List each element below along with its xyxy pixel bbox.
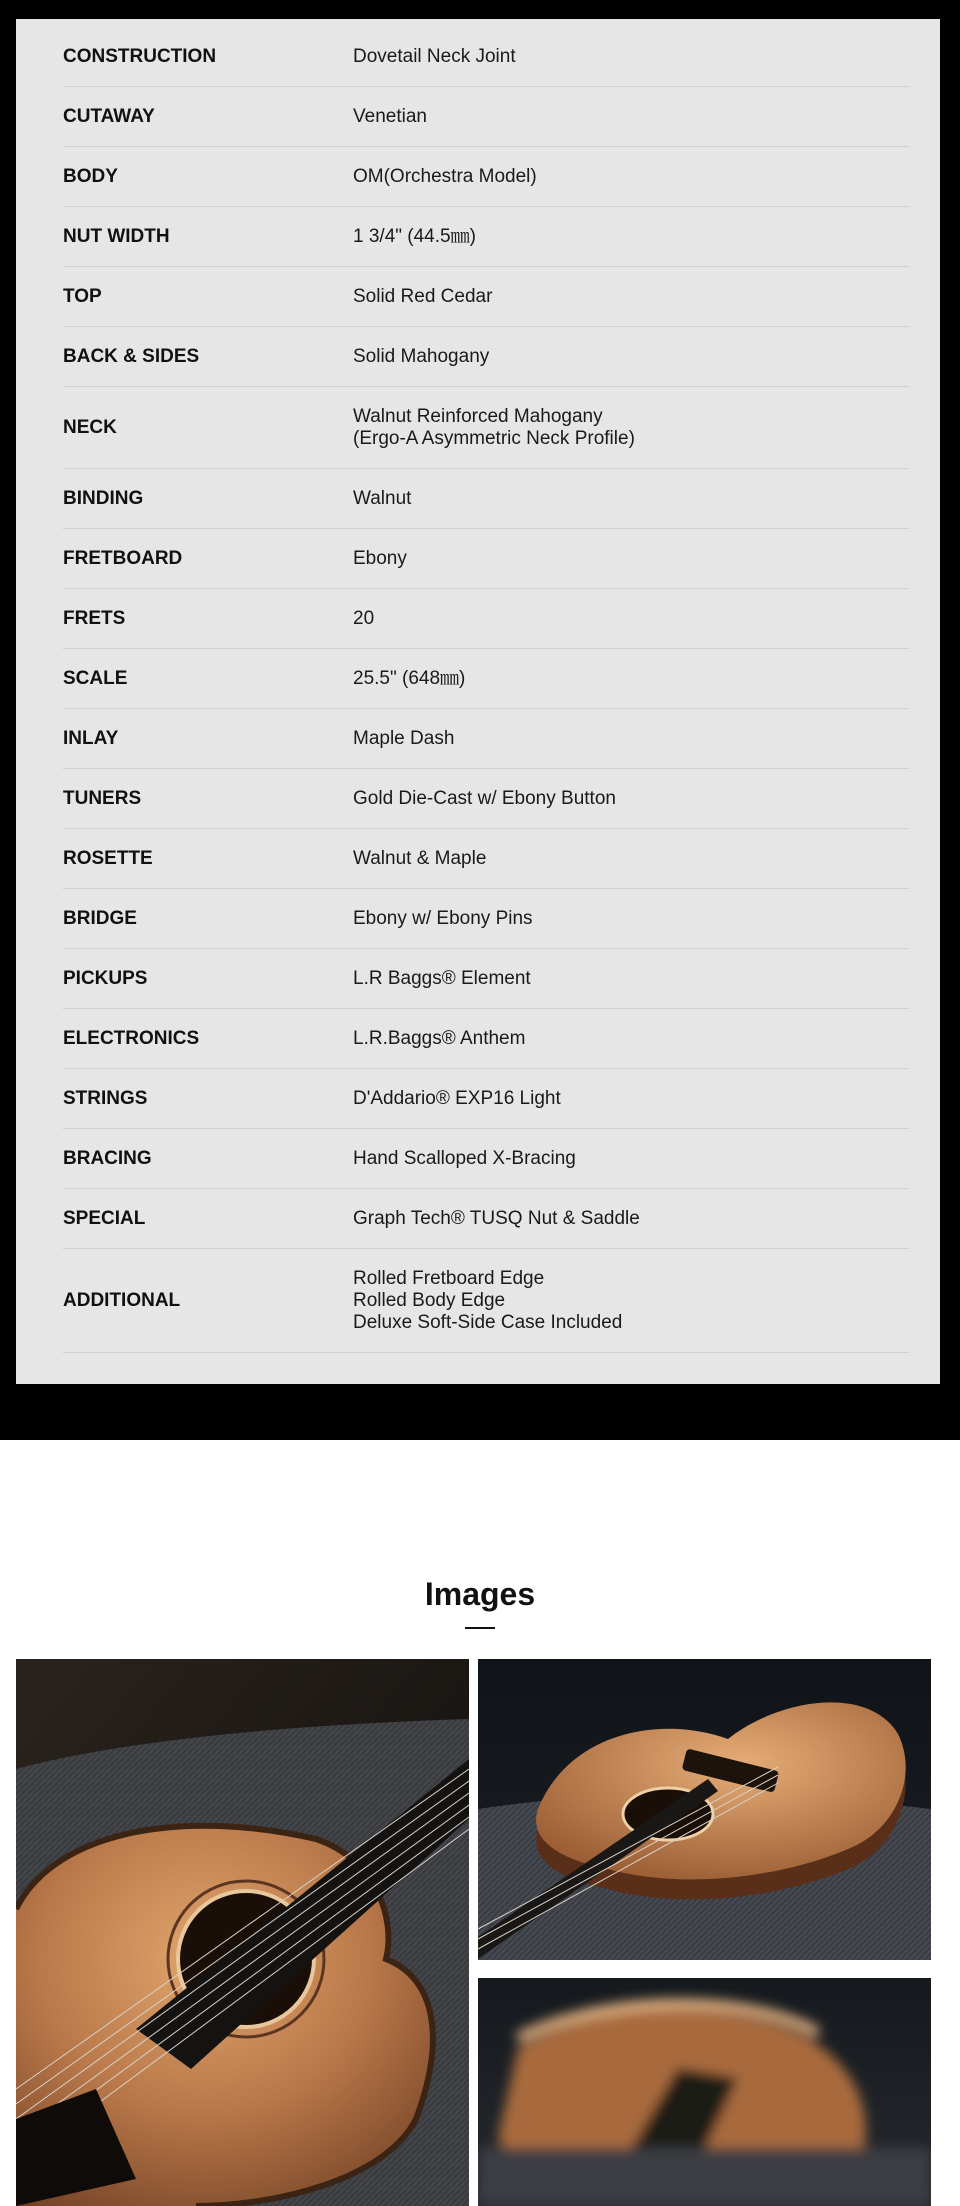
images-section-title: Images bbox=[424, 1576, 536, 1612]
spec-label: FRETS bbox=[63, 607, 126, 629]
spec-value-line: 25.5" (648㎜) bbox=[353, 667, 466, 689]
spec-value-line: D'Addario® EXP16 Light bbox=[353, 1087, 561, 1109]
spec-label: ROSETTE bbox=[63, 847, 153, 869]
guitar-photo-closeup-soundhole[interactable] bbox=[16, 1659, 469, 2206]
spec-row-tuners bbox=[63, 769, 909, 829]
spec-value-line: 20 bbox=[353, 607, 375, 629]
spec-value bbox=[353, 728, 909, 750]
spec-value bbox=[353, 668, 909, 690]
spec-row-bracing bbox=[63, 1129, 909, 1189]
spec-row-scale bbox=[63, 649, 909, 709]
spec-value bbox=[353, 608, 909, 630]
spec-value-line: Solid Red Cedar bbox=[353, 285, 493, 307]
spec-label: NUT WIDTH bbox=[63, 225, 170, 247]
spec-label: BACK & SIDES bbox=[63, 345, 200, 367]
title-underline bbox=[465, 1627, 495, 1629]
spec-row-back-sides bbox=[63, 327, 909, 387]
spec-row-top bbox=[63, 267, 909, 327]
spec-value-line: Ebony w/ Ebony Pins bbox=[353, 907, 533, 929]
spec-row-nut-width bbox=[63, 207, 909, 267]
spec-value bbox=[353, 1028, 909, 1050]
spec-label: BRACING bbox=[63, 1147, 152, 1169]
spec-row-electronics bbox=[63, 1009, 909, 1069]
spec-value bbox=[353, 548, 909, 570]
spec-value-line: Rolled Body Edge bbox=[353, 1289, 506, 1311]
spec-value-line: Hand Scalloped X-Bracing bbox=[353, 1147, 576, 1169]
spec-value-line: Walnut bbox=[353, 487, 412, 509]
spec-value bbox=[353, 226, 909, 248]
spec-label: ADDITIONAL bbox=[63, 1289, 181, 1311]
guitar-blurred-image bbox=[478, 1978, 931, 2206]
spec-row-body bbox=[63, 147, 909, 207]
spec-value bbox=[353, 166, 909, 188]
spec-value-line: Maple Dash bbox=[353, 727, 455, 749]
guitar-photo-body-on-fabric[interactable] bbox=[478, 1659, 931, 1960]
spec-value-line: Venetian bbox=[353, 105, 427, 127]
spec-label: TUNERS bbox=[63, 787, 142, 809]
spec-label: CUTAWAY bbox=[63, 105, 155, 127]
spec-value-line: Gold Die-Cast w/ Ebony Button bbox=[353, 787, 616, 809]
spec-value bbox=[353, 788, 909, 810]
spec-label: SPECIAL bbox=[63, 1207, 146, 1229]
spec-label: PICKUPS bbox=[63, 967, 148, 989]
spec-row-rosette bbox=[63, 829, 909, 889]
spec-row-binding bbox=[63, 469, 909, 529]
spec-value-line: Dovetail Neck Joint bbox=[353, 45, 516, 67]
spec-label: FRETBOARD bbox=[63, 547, 183, 569]
spec-value-line: L.R Baggs® Element bbox=[353, 967, 531, 989]
spec-table bbox=[63, 19, 909, 1353]
spec-row-neck bbox=[63, 387, 909, 469]
spec-row-inlay bbox=[63, 709, 909, 769]
spec-value-line: (Ergo-A Asymmetric Neck Profile) bbox=[353, 427, 635, 449]
spec-row-special bbox=[63, 1189, 909, 1249]
spec-value-line: 1 3/4" (44.5㎜) bbox=[353, 225, 476, 247]
spec-row-bridge bbox=[63, 889, 909, 949]
spec-value-line: Solid Mahogany bbox=[353, 345, 490, 367]
spec-value bbox=[353, 46, 909, 68]
spec-value-line: Rolled Fretboard Edge bbox=[353, 1267, 545, 1289]
spec-label: STRINGS bbox=[63, 1087, 148, 1109]
spec-value-line: Graph Tech® TUSQ Nut & Saddle bbox=[353, 1207, 640, 1229]
guitar-closeup-image bbox=[16, 1659, 469, 2206]
spec-row-pickups bbox=[63, 949, 909, 1009]
spec-value bbox=[353, 1208, 909, 1230]
spec-value bbox=[353, 106, 909, 128]
spec-row-frets bbox=[63, 589, 909, 649]
spec-value bbox=[353, 848, 909, 870]
spec-value-line: L.R.Baggs® Anthem bbox=[353, 1027, 526, 1049]
spec-label: TOP bbox=[63, 285, 102, 307]
spec-value bbox=[353, 346, 909, 368]
spec-value bbox=[353, 1088, 909, 1110]
spec-value-line: OM(Orchestra Model) bbox=[353, 165, 537, 187]
spec-value bbox=[353, 1268, 909, 1334]
spec-value-line: Ebony bbox=[353, 547, 407, 569]
spec-value-line: Walnut & Maple bbox=[353, 847, 487, 869]
spec-value bbox=[353, 286, 909, 308]
spec-label: BINDING bbox=[63, 487, 144, 509]
spec-label: INLAY bbox=[63, 727, 119, 749]
spec-value bbox=[353, 968, 909, 990]
spec-row-additional bbox=[63, 1249, 909, 1353]
guitar-photo-blurred-body[interactable] bbox=[478, 1978, 931, 2206]
spec-value bbox=[353, 908, 909, 930]
spec-row-fretboard bbox=[63, 529, 909, 589]
spec-value bbox=[353, 406, 909, 450]
spec-value-line: Walnut Reinforced Mahogany bbox=[353, 405, 603, 427]
guitar-body-image bbox=[478, 1659, 931, 1960]
spec-label: SCALE bbox=[63, 667, 128, 689]
spec-row-cutaway bbox=[63, 87, 909, 147]
spec-value bbox=[353, 1148, 909, 1170]
spec-row-construction bbox=[63, 19, 909, 87]
spec-label: BODY bbox=[63, 165, 118, 187]
spec-panel bbox=[16, 19, 940, 1384]
spec-value bbox=[353, 488, 909, 510]
spec-label: BRIDGE bbox=[63, 907, 137, 929]
spec-label: ELECTRONICS bbox=[63, 1027, 200, 1049]
spec-label: CONSTRUCTION bbox=[63, 45, 217, 67]
spec-value-line: Deluxe Soft-Side Case Included bbox=[353, 1311, 623, 1333]
spec-row-strings bbox=[63, 1069, 909, 1129]
spec-label: NECK bbox=[63, 416, 117, 438]
